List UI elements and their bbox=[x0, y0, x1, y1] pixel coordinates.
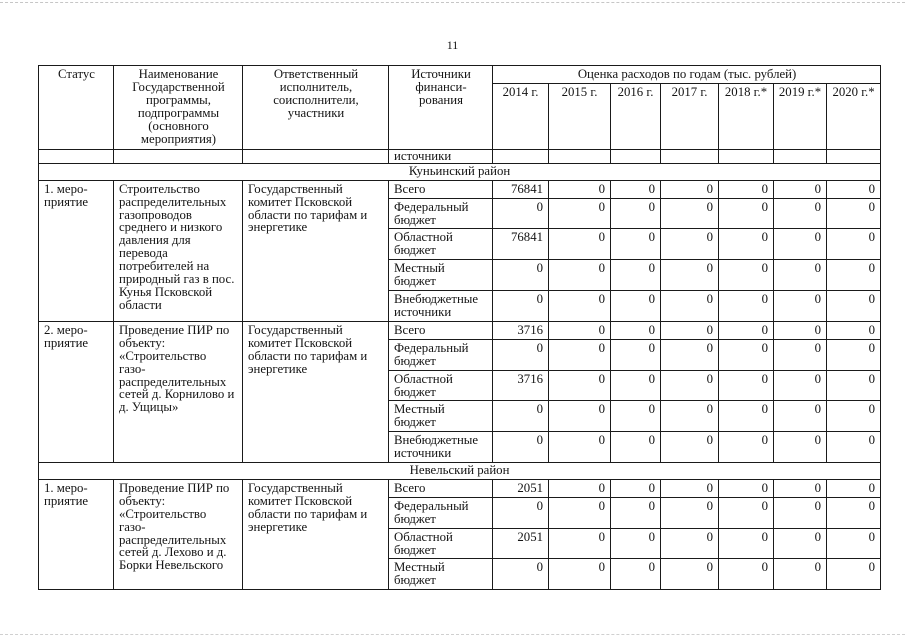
value-2017: 0 bbox=[661, 432, 719, 463]
header-year-2017: 2017 г. bbox=[661, 83, 719, 149]
district-row bbox=[39, 463, 881, 480]
funding-source: Всего bbox=[389, 180, 493, 198]
value-2015: 0 bbox=[549, 291, 611, 322]
header-year-2015: 2015 г. bbox=[549, 83, 611, 149]
activity-responsible: Государственный комитет Псковской области по тарифам и энергетике bbox=[243, 321, 389, 462]
expenses-table bbox=[38, 65, 881, 590]
value-2020: 0 bbox=[827, 401, 881, 432]
header-year-2018: 2018 г.* bbox=[719, 83, 774, 149]
value-2017: 0 bbox=[661, 370, 719, 401]
value-2019: 0 bbox=[774, 229, 827, 260]
value-2016: 0 bbox=[611, 370, 661, 401]
value-2020: 0 bbox=[827, 180, 881, 198]
value-2017: 0 bbox=[661, 559, 719, 590]
value-2020: 0 bbox=[827, 198, 881, 229]
value-2016: 0 bbox=[611, 260, 661, 291]
funding-source: Внебюджетные источники bbox=[389, 432, 493, 463]
value-2017: 0 bbox=[661, 401, 719, 432]
value-2015: 0 bbox=[549, 198, 611, 229]
value-2017: 0 bbox=[661, 321, 719, 339]
value-2018: 0 bbox=[719, 479, 774, 497]
value-2017: 0 bbox=[661, 291, 719, 322]
value-2015: 0 bbox=[549, 559, 611, 590]
value-2018: 0 bbox=[719, 180, 774, 198]
header-year-2019: 2019 г.* bbox=[774, 83, 827, 149]
value-2019: 0 bbox=[774, 321, 827, 339]
value-2018: 0 bbox=[719, 260, 774, 291]
value-2019: 0 bbox=[774, 401, 827, 432]
value-2020: 0 bbox=[827, 229, 881, 260]
funding-source: Всего bbox=[389, 479, 493, 497]
value-2020: 0 bbox=[827, 291, 881, 322]
value-2018: 0 bbox=[719, 321, 774, 339]
activity-responsible: Государственный комитет Псковской области по тарифам и энергетике bbox=[243, 180, 389, 321]
value-2020: 0 bbox=[827, 479, 881, 497]
funding-source: Федеральный бюджет bbox=[389, 339, 493, 370]
empty-cell bbox=[719, 149, 774, 163]
district-title: Куньинский район bbox=[39, 163, 881, 180]
empty-cell bbox=[774, 149, 827, 163]
empty-cell bbox=[493, 149, 549, 163]
empty-cell bbox=[827, 149, 881, 163]
value-2014: 0 bbox=[493, 432, 549, 463]
empty-cell bbox=[243, 149, 389, 163]
value-2020: 0 bbox=[827, 528, 881, 559]
value-2017: 0 bbox=[661, 260, 719, 291]
header-expenses-group: Оценка расходов по годам (тыс. рублей) bbox=[493, 66, 881, 84]
value-2018: 0 bbox=[719, 401, 774, 432]
value-2015: 0 bbox=[549, 497, 611, 528]
empty-cell bbox=[39, 149, 114, 163]
funding-source: Федеральный бюджет bbox=[389, 198, 493, 229]
empty-cell bbox=[549, 149, 611, 163]
funding-row bbox=[39, 321, 881, 339]
value-2016: 0 bbox=[611, 528, 661, 559]
value-2020: 0 bbox=[827, 339, 881, 370]
value-2019: 0 bbox=[774, 180, 827, 198]
value-2014: 0 bbox=[493, 339, 549, 370]
value-2016: 0 bbox=[611, 321, 661, 339]
value-2017: 0 bbox=[661, 479, 719, 497]
header-year-2016: 2016 г. bbox=[611, 83, 661, 149]
header-row bbox=[39, 66, 881, 84]
value-2014: 3716 bbox=[493, 321, 549, 339]
value-2014: 2051 bbox=[493, 528, 549, 559]
header-responsible: Ответственный исполнитель, соисполнители, участники bbox=[243, 66, 389, 150]
activity-program-name: Строительство распределительных газопроводов среднего и низкого давления для перевода потребителей на природный газ в пос. Кунья Псковской области bbox=[114, 180, 243, 321]
value-2017: 0 bbox=[661, 229, 719, 260]
value-2015: 0 bbox=[549, 401, 611, 432]
value-2019: 0 bbox=[774, 559, 827, 590]
value-2018: 0 bbox=[719, 339, 774, 370]
value-2015: 0 bbox=[549, 229, 611, 260]
value-2018: 0 bbox=[719, 432, 774, 463]
value-2019: 0 bbox=[774, 370, 827, 401]
value-2018: 0 bbox=[719, 291, 774, 322]
funding-source: Местный бюджет bbox=[389, 401, 493, 432]
value-2019: 0 bbox=[774, 479, 827, 497]
value-2015: 0 bbox=[549, 479, 611, 497]
continuation-funding-source: источники bbox=[389, 149, 493, 163]
activity-program-name: Проведение ПИР по объекту: «Строительство газо- распределительных сетей д. Лехово и д. Борки Невельского bbox=[114, 479, 243, 589]
value-2018: 0 bbox=[719, 198, 774, 229]
value-2016: 0 bbox=[611, 559, 661, 590]
funding-source: Всего bbox=[389, 321, 493, 339]
value-2019: 0 bbox=[774, 339, 827, 370]
district-title: Невельский район bbox=[39, 463, 881, 480]
value-2017: 0 bbox=[661, 497, 719, 528]
value-2020: 0 bbox=[827, 370, 881, 401]
value-2018: 0 bbox=[719, 370, 774, 401]
scan-edge-top bbox=[0, 2, 905, 3]
funding-row bbox=[39, 180, 881, 198]
value-2020: 0 bbox=[827, 497, 881, 528]
value-2016: 0 bbox=[611, 401, 661, 432]
funding-source: Областной бюджет bbox=[389, 528, 493, 559]
value-2014: 0 bbox=[493, 497, 549, 528]
page-number: 11 bbox=[446, 38, 459, 52]
value-2015: 0 bbox=[549, 260, 611, 291]
value-2018: 0 bbox=[719, 497, 774, 528]
funding-source: Внебюджетные источники bbox=[389, 291, 493, 322]
value-2016: 0 bbox=[611, 479, 661, 497]
value-2016: 0 bbox=[611, 229, 661, 260]
value-2016: 0 bbox=[611, 180, 661, 198]
value-2014: 0 bbox=[493, 559, 549, 590]
value-2016: 0 bbox=[611, 432, 661, 463]
empty-cell bbox=[114, 149, 243, 163]
district-row bbox=[39, 163, 881, 180]
value-2015: 0 bbox=[549, 321, 611, 339]
value-2019: 0 bbox=[774, 432, 827, 463]
activity-program-name: Проведение ПИР по объекту: «Строительство газо- распределительных сетей д. Корнилово и д. Ущицы» bbox=[114, 321, 243, 462]
value-2019: 0 bbox=[774, 260, 827, 291]
empty-cell bbox=[611, 149, 661, 163]
funding-source: Местный бюджет bbox=[389, 559, 493, 590]
value-2015: 0 bbox=[549, 339, 611, 370]
value-2020: 0 bbox=[827, 260, 881, 291]
empty-cell bbox=[661, 149, 719, 163]
value-2014: 2051 bbox=[493, 479, 549, 497]
value-2015: 0 bbox=[549, 370, 611, 401]
value-2019: 0 bbox=[774, 198, 827, 229]
funding-source: Федеральный бюджет bbox=[389, 497, 493, 528]
funding-row bbox=[39, 479, 881, 497]
value-2016: 0 bbox=[611, 198, 661, 229]
value-2017: 0 bbox=[661, 528, 719, 559]
value-2016: 0 bbox=[611, 497, 661, 528]
value-2018: 0 bbox=[719, 229, 774, 260]
value-2016: 0 bbox=[611, 339, 661, 370]
scan-edge-bottom bbox=[0, 634, 905, 635]
value-2016: 0 bbox=[611, 291, 661, 322]
value-2017: 0 bbox=[661, 180, 719, 198]
value-2019: 0 bbox=[774, 528, 827, 559]
value-2018: 0 bbox=[719, 528, 774, 559]
value-2019: 0 bbox=[774, 497, 827, 528]
funding-source: Областной бюджет bbox=[389, 229, 493, 260]
header-year-2020: 2020 г.* bbox=[827, 83, 881, 149]
value-2019: 0 bbox=[774, 291, 827, 322]
value-2020: 0 bbox=[827, 321, 881, 339]
header-year-2014: 2014 г. bbox=[493, 83, 549, 149]
value-2014: 0 bbox=[493, 401, 549, 432]
activity-status: 1. меро- приятие bbox=[39, 180, 114, 321]
value-2014: 0 bbox=[493, 291, 549, 322]
value-2018: 0 bbox=[719, 559, 774, 590]
activity-responsible: Государственный комитет Псковской области по тарифам и энергетике bbox=[243, 479, 389, 589]
value-2020: 0 bbox=[827, 432, 881, 463]
value-2017: 0 bbox=[661, 339, 719, 370]
continuation-row bbox=[39, 149, 881, 163]
value-2014: 76841 bbox=[493, 180, 549, 198]
value-2014: 76841 bbox=[493, 229, 549, 260]
value-2014: 0 bbox=[493, 260, 549, 291]
value-2015: 0 bbox=[549, 180, 611, 198]
activity-status: 2. меро- приятие bbox=[39, 321, 114, 462]
header-funding-sources: Источники финанси- рования bbox=[389, 66, 493, 150]
value-2014: 0 bbox=[493, 198, 549, 229]
funding-source: Областной бюджет bbox=[389, 370, 493, 401]
value-2014: 3716 bbox=[493, 370, 549, 401]
value-2015: 0 bbox=[549, 528, 611, 559]
value-2015: 0 bbox=[549, 432, 611, 463]
funding-source: Местный бюджет bbox=[389, 260, 493, 291]
value-2020: 0 bbox=[827, 559, 881, 590]
header-status: Статус bbox=[39, 66, 114, 150]
activity-status: 1. меро- приятие bbox=[39, 479, 114, 589]
header-program: Наименование Государственной программы, подпрограммы (основного мероприятия) bbox=[114, 66, 243, 150]
value-2017: 0 bbox=[661, 198, 719, 229]
